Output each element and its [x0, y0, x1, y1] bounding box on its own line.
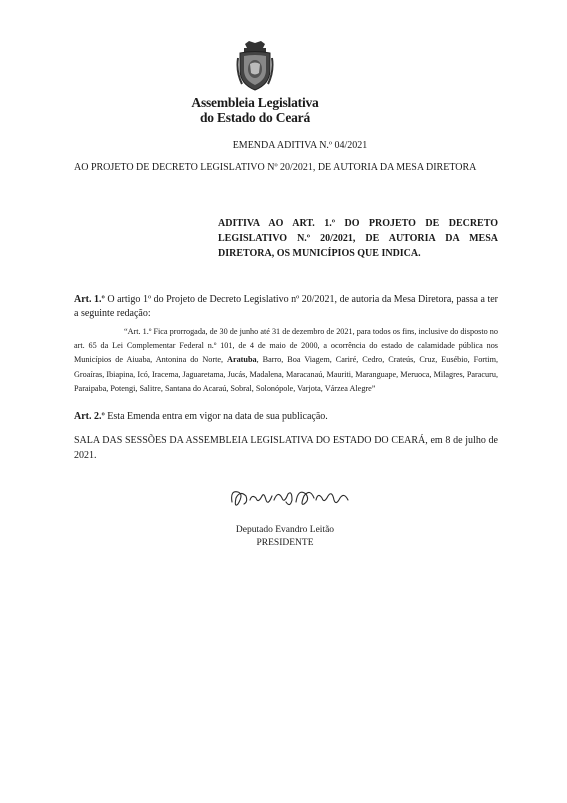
article-2-label: Art. 2.º [74, 411, 105, 422]
ementa-paragraph: ADITIVA AO ART. 1.º DO PROJETO DE DECRETO LEGISLATIVO N.º 20/2021, DE AUTORIA DA MESA DIRETORA, OS MUNICÍPIOS QUE INDICA. [218, 218, 498, 259]
handwritten-signature [226, 482, 356, 516]
document-title: EMENDA ADITIVA N.º 04/2021 [232, 140, 368, 151]
quote-bold-municipality: Aratuba [227, 355, 257, 365]
quoted-article-paragraph [74, 325, 498, 396]
intro-paragraph: AO PROJETO DE DECRETO LEGISLATIVO Nº 20/2021, DE AUTORIA DA MESA DIRETORA [74, 162, 477, 173]
institution-name-line1: Assembleia Legislativa [191, 95, 319, 110]
article-1-label: Art. 1.º [74, 294, 105, 305]
closing-paragraph: SALA DAS SESSÕES DA ASSEMBLEIA LEGISLATIVA DO ESTADO DO CEARÁ, em 8 de julho de 2021. [74, 435, 498, 461]
article-1-text: O artigo 1º do Projeto de Decreto Legislativo nº 20/2021, de autoria da Mesa Diretora, passa a ter a seguinte redação: [74, 294, 499, 319]
article-1-paragraph [74, 293, 498, 321]
quote-text-part1: “Art. 1.º Fica prorrogada, de 30 de junho até 31 de dezembro de 2021, para todos os fins, inclusive do disposto no art. 65 da Lei Complementar Federal n.º 101, de 4 de maio de 2000, a ocorrência do estado de calamidade pública nos Municípios de Aiuaba, Antonina do Norte, [74, 327, 498, 365]
signer-role: PRESIDENTE [256, 538, 314, 548]
article-2-paragraph [74, 410, 498, 424]
state-coat-of-arms-icon [236, 40, 274, 92]
signer-name: Deputado Evandro Leitão [235, 525, 335, 535]
article-2-text: Esta Emenda entra em vigor na data de sua publicação. [104, 411, 328, 422]
quote-text-part2: , Barro, Boa Viagem, Cariré, Cedro, Crateús, Cruz, Eusébio, Fortim, Groaíras, Ibiapina, Icó, Iracema, Jaguaretama, Jucás, Madalena, Maracanaú, Mauriti, Maranguape, Meruoca, Milagres, Paracuru, Paraipaba, Potengi, Salitre, Santana do Acaraú, Sobral, Solonópole, Varjota, Várzea Alegre” [74, 355, 498, 393]
institution-name-line2: do Estado do Ceará [199, 110, 311, 125]
